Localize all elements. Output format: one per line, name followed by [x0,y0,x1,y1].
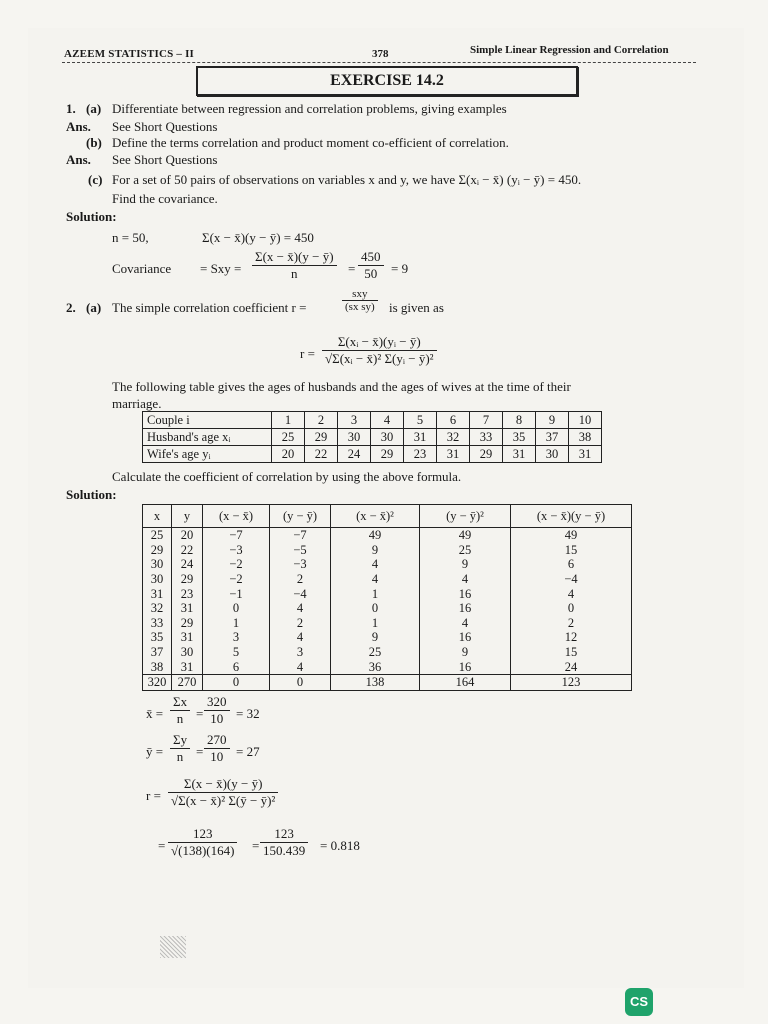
ages-cell: 30 [536,446,569,463]
ages-cell: 30 [371,429,404,446]
solution-table-row [143,659,632,674]
solution-table-cell: 29 [143,543,172,558]
q1c-text2: Find the covariance. [112,191,218,206]
solution-table-cell: 29 [172,616,203,631]
solution-table-cell: 16 [420,586,511,601]
q2-formula-fraction [322,334,437,367]
solution-table-cell: 30 [143,572,172,587]
ybar-result: = 27 [236,744,260,759]
header-book-title: AZEEM STATISTICS – II [64,48,195,60]
r-calc-substituted-denominator: √(138)(164) [171,843,235,858]
r-calc-eq: = [158,838,166,853]
r-calc-substituted-fraction [168,826,237,859]
ages-cell: 31 [503,446,536,463]
solution-table-cell: −3 [203,543,270,558]
ages-table [142,411,602,463]
solution1-label: Solution: [66,209,117,224]
ybar-symbol-fraction [170,732,190,765]
solution-table-cell: 9 [331,543,420,558]
q2-calc-instruction: Calculate the coefficient of correlation by using the above formula. [112,469,462,484]
solution-table-cell: 30 [143,557,172,572]
solution-table-row [143,630,632,645]
ages-cell: 31 [437,446,470,463]
solution-table-cell: 3 [270,645,331,660]
header-chapter-title: Simple Linear Regression and Correlation [470,44,669,56]
solution-table-cell: 30 [172,645,203,660]
xbar-symbol-numerator: Σx [170,694,190,711]
ages-cell: 33 [470,429,503,446]
solution-table-cell: 5 [203,645,270,660]
q1c-part: (c) [88,172,103,187]
solution-table-cell: 31 [172,630,203,645]
ages-cell: 30 [338,429,371,446]
r-calc-substituted-numerator: 123 [168,826,237,843]
solution-table-totals-row [143,674,632,690]
solution-table-cell: 49 [420,528,511,543]
solution-table-total-cell: 320 [143,674,172,690]
r-calc-eq2: = [252,838,260,853]
ages-cell: 5 [404,412,437,429]
solution-table-cell: 4 [511,586,632,601]
r-calc-value-denominator: 150.439 [263,843,306,858]
ybar-symbol-denominator: n [176,749,184,764]
sol-header-dx2: (x − x̄)² [331,505,420,528]
q1-number: 1. [66,101,76,116]
solution-table-cell: 35 [143,630,172,645]
solution-table-total-cell: 138 [331,674,420,690]
ybar-value-denominator: 10 [210,749,224,764]
xbar-value-fraction [204,694,230,727]
solution-table-cell: 49 [331,528,420,543]
sol-header-dy2: (y − ȳ)² [420,505,511,528]
solution-table-cell: 4 [270,659,331,674]
solution-table-cell: 6 [203,659,270,674]
ages-cell: 23 [404,446,437,463]
ages-cell: 29 [470,446,503,463]
solution-table-cell: 4 [420,572,511,587]
sol1-value-numerator: 450 [358,249,384,266]
sol1-formula-denominator: n [291,266,298,281]
ages-row-label: Wife's age yᵢ [143,446,272,463]
ybar-symbol-numerator: Σy [170,732,190,749]
q1b-part: (b) [86,135,102,150]
xbar-eq: = [196,706,204,721]
q2-paragraph-line2: marriage. [112,396,162,411]
ages-cell: 25 [272,429,305,446]
camscanner-logo: CS [625,988,653,1016]
ages-cell: 31 [569,446,602,463]
sol1-cov-eq: = Sxy = [200,261,242,276]
ybar-value-fraction [204,732,230,765]
solution-table-total-cell: 164 [420,674,511,690]
solution-table-cell: 25 [331,645,420,660]
r-calc-formula-fraction [168,776,278,809]
sol1-value-fraction [358,249,384,282]
solution-table-row [143,586,632,601]
solution-table-cell: 0 [203,601,270,616]
ages-cell: 2 [305,412,338,429]
ybar-eq: = [196,744,204,759]
solution-table-cell: 33 [143,616,172,631]
xbar-symbol-fraction [170,694,190,727]
solution-table-cell: 31 [172,601,203,616]
ages-cell: 7 [470,412,503,429]
q1b-text: Define the terms correlation and product moment co-efficient of correlation. [112,135,509,150]
solution-table-cell: 38 [143,659,172,674]
ages-cell: 29 [371,446,404,463]
ages-cell: 6 [437,412,470,429]
solution-table-cell: 25 [143,528,172,543]
solution-table-cell: −4 [270,586,331,601]
q2-text: The simple correlation coefficient r = [112,300,307,315]
q1a-part: (a) [86,101,102,116]
solution-table-row [143,616,632,631]
ages-cell: 10 [569,412,602,429]
sol1-formula-numerator: Σ(x − x̄)(y − ȳ) [252,249,337,266]
ages-cell: 31 [404,429,437,446]
q2-r-numerator: sxy [342,288,378,301]
q2-formula-numerator: Σ(xᵢ − x̄)(yᵢ − ȳ) [322,334,437,351]
sol1-value-denominator: 50 [364,266,378,281]
ages-cell: 3 [338,412,371,429]
solution-table-header [143,505,632,528]
exercise-title: EXERCISE 14.2 [196,66,578,96]
ages-cell: 4 [371,412,404,429]
solution-table-cell: 12 [511,630,632,645]
solution-table-row [143,557,632,572]
solution-table-cell: 15 [511,645,632,660]
solution-table-cell: −5 [270,543,331,558]
solution-table-cell: 25 [420,543,511,558]
solution-table-cell: 24 [172,557,203,572]
solution-table-cell: −4 [511,572,632,587]
ages-row-label: Husband's age xᵢ [143,429,272,446]
solution-table-cell: 1 [331,586,420,601]
solution-table-cell: 9 [331,630,420,645]
solution-table-cell: 9 [420,645,511,660]
solution-table-cell: 29 [172,572,203,587]
header-rule [62,62,696,63]
q2-formula-denominator: √Σ(xᵢ − x̄)² Σ(yᵢ − ȳ)² [325,351,434,366]
sol-header-dy: (y − ȳ) [270,505,331,528]
solution-table-cell: −1 [203,586,270,601]
ages-cell: 32 [437,429,470,446]
solution-table-row [143,645,632,660]
r-calc-value-numerator: 123 [260,826,308,843]
solution-table-cell: 0 [331,601,420,616]
ages-cell: 1 [272,412,305,429]
solution-table-row [143,572,632,587]
ages-cell: 22 [305,446,338,463]
ans1-label: Ans. [66,119,91,134]
ages-cell: 24 [338,446,371,463]
solution-table-row [143,601,632,616]
q2-r-fraction [342,288,378,313]
r-calc-value-fraction [260,826,308,859]
q2-r-denominator: (sx sy) [345,301,375,313]
ybar-value-numerator: 270 [204,732,230,749]
solution-table-cell: 36 [331,659,420,674]
ans1-text: See Short Questions [112,119,218,134]
r-calc-result: = 0.818 [320,838,360,853]
sol-header-x: x [143,505,172,528]
solution-table-cell: 3 [203,630,270,645]
ages-cell: 20 [272,446,305,463]
solution-table-cell: 31 [172,659,203,674]
ages-row-wife [143,446,602,463]
solution-table-cell: 2 [511,616,632,631]
solution-table-total-cell: 0 [270,674,331,690]
solution-table-total-cell: 123 [511,674,632,690]
ages-cell: 35 [503,429,536,446]
sol-header-dx: (x − x̄) [203,505,270,528]
ages-cell: 8 [503,412,536,429]
ages-cell: 38 [569,429,602,446]
xbar-result: = 32 [236,706,260,721]
solution-table-body [143,528,632,691]
solution-table-cell: 4 [270,601,331,616]
solution-table-cell: 4 [331,572,420,587]
solution-table-cell: 2 [270,572,331,587]
solution-table-cell: 1 [203,616,270,631]
solution-table-cell: 20 [172,528,203,543]
solution-table-cell: −3 [270,557,331,572]
solution-table-cell: 1 [331,616,420,631]
solution-table-cell: 16 [420,630,511,645]
solution-table-cell: −7 [270,528,331,543]
ages-cell: 37 [536,429,569,446]
sol1-eq: = [348,261,356,276]
ages-row-label: Couple i [143,412,272,429]
solution2-label: Solution: [66,487,117,502]
ink-smudge [160,936,186,958]
q1c-text: For a set of 50 pairs of observations on variables x and y, we have Σ(xᵢ − x̄) (yᵢ − ȳ) = 450. [112,172,582,187]
solution-table-cell: 6 [511,557,632,572]
sol1-covariance-label: Covariance [112,261,172,276]
q2-part: (a) [86,300,102,315]
solution-table-total-cell: 0 [203,674,270,690]
ans2-text: See Short Questions [112,152,218,167]
sol-header-y: y [172,505,203,528]
sol1-result: = 9 [391,261,409,276]
solution-table-cell: 31 [143,586,172,601]
q1a-text: Differentiate between regression and correlation problems, giving examples [112,101,507,116]
solution-table-cell: 22 [172,543,203,558]
solution-table-cell: 2 [270,616,331,631]
solution-table-cell: 32 [143,601,172,616]
xbar-value-denominator: 10 [210,711,224,726]
r-calc-formula-denominator: √Σ(x − x̄)² Σ(ȳ − ȳ)² [171,793,276,808]
sol1-formula-fraction [252,249,337,282]
ages-row-couple [143,412,602,429]
xbar-symbol-denominator: n [176,711,184,726]
solution-table-row [143,543,632,558]
solution-table-cell: 49 [511,528,632,543]
solution-table-cell: 15 [511,543,632,558]
solution-table-row [143,528,632,543]
solution-table-cell: 4 [270,630,331,645]
solution-table-cell: −7 [203,528,270,543]
q2-r-lhs: r = [300,346,315,361]
ages-cell: 9 [536,412,569,429]
solution-table-cell: 23 [172,586,203,601]
solution-table [142,504,632,691]
solution-table-cell: 9 [420,557,511,572]
q2-text-after: is given as [389,300,444,315]
r-calc-formula-numerator: Σ(x − x̄)(y − ȳ) [168,776,278,793]
q2-paragraph-line1: The following table gives the ages of husbands and the ages of wives at the time of their [112,379,571,394]
solution-table-cell: 16 [420,601,511,616]
sol1-n: n = 50, [112,230,149,245]
ybar-lhs: ȳ = [146,744,164,759]
solution-table-cell: 4 [331,557,420,572]
ages-row-husband [143,429,602,446]
solution-table-cell: −2 [203,557,270,572]
header-page-number: 378 [372,48,389,60]
ages-cell: 29 [305,429,338,446]
solution-table-cell: −2 [203,572,270,587]
xbar-value-numerator: 320 [204,694,230,711]
sol-header-dxdy: (x − x̄)(y − ȳ) [511,505,632,528]
xbar-lhs: x̄ = [146,706,164,721]
r-calc-lhs: r = [146,788,161,803]
solution-table-cell: 4 [420,616,511,631]
solution-table-cell: 16 [420,659,511,674]
sol1-sum: Σ(x − x̄)(y − ȳ) = 450 [202,230,314,245]
solution-table-cell: 24 [511,659,632,674]
ans2-label: Ans. [66,152,91,167]
solution-table-total-cell: 270 [172,674,203,690]
q2-number: 2. [66,300,76,315]
solution-table-cell: 0 [511,601,632,616]
solution-table-cell: 37 [143,645,172,660]
